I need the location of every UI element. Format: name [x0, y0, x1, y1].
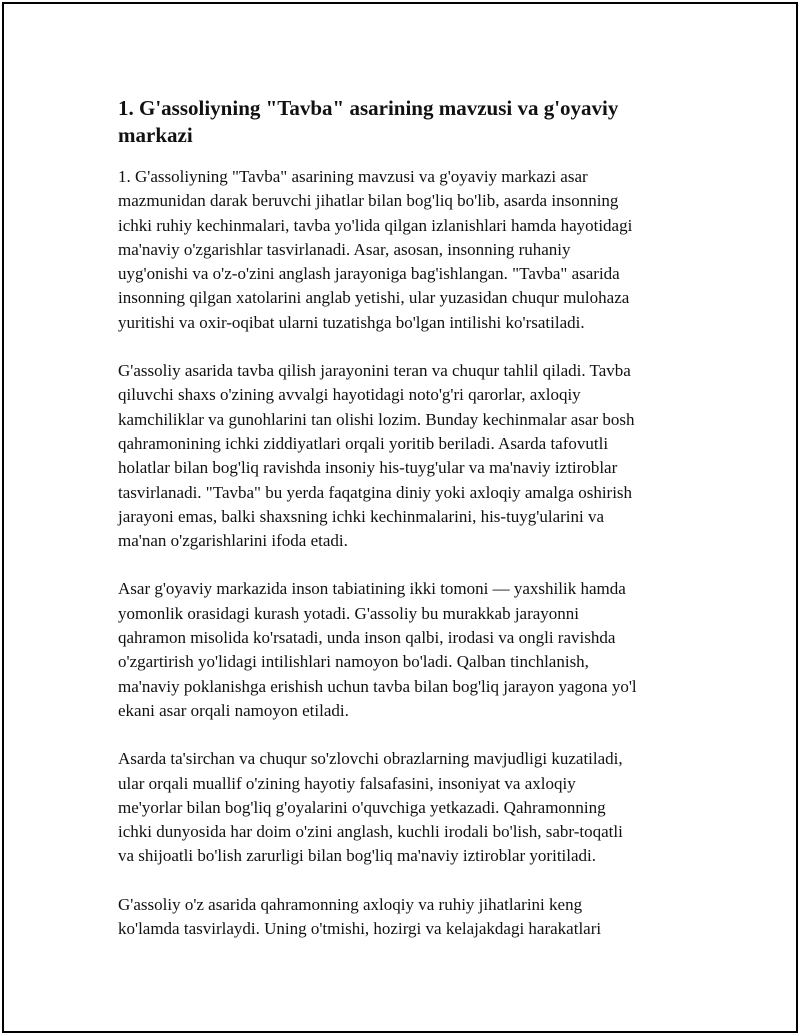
text-line: ma'nan o'zgarishlarini ifoda etadi. — [118, 531, 348, 551]
text-line: ko'lamda tasvirlaydi. Uning o'tmishi, hozirgi va kelajakdagi harakatlari — [118, 919, 602, 939]
text-line: yomonlik orasidagi kurash yotadi. G'assoliy bu murakkab jarayonni — [118, 603, 580, 623]
heading-line: markazi — [118, 123, 193, 147]
paragraph — [118, 165, 688, 335]
text-line: insonning qilgan xatolarini anglab yetishi, ular yuzasidan chuqur mulohaza — [118, 288, 630, 308]
text-line: mazmunidan darak beruvchi jihatlar bilan bog'liq bo'lib, asarda insonning — [118, 191, 619, 211]
text-line: G'assoliy asarida tavba qilish jarayonini teran va chuqur tahlil qiladi. Tavba — [118, 361, 631, 381]
text-line: ular orqali muallif o'zining hayotiy falsafasini, insoniyat va axloqiy — [118, 773, 576, 793]
section-heading — [118, 95, 688, 149]
text-line: qahramon misolida ko'rsatadi, unda inson qalbi, irodasi va ongli ravishda — [118, 628, 616, 648]
text-line: ichki ruhiy kechinmalari, tavba yo'lida qilgan izlanishlari hamda hayotidagi — [118, 215, 633, 235]
text-line: qahramonining ichki ziddiyatlari orqali yoritib beriladi. Asarda tafovutli — [118, 433, 609, 453]
paragraph — [118, 893, 688, 942]
text-line: me'yorlar bilan bog'liq g'oyalarini o'quvchiga yetkazadi. Qahramonning — [118, 797, 606, 817]
text-line: G'assoliy o'z asarida qahramonning axloqiy va ruhiy jihatlarini keng — [118, 894, 583, 914]
text-line: uyg'onishi va o'z-o'zini anglash jarayoniga bag'ishlangan. "Tavba" asarida — [118, 264, 620, 284]
text-line: ekani asar orqali namoyon etiladi. — [118, 700, 349, 720]
heading-line: 1. G'assoliyning "Tavba" asarining mavzusi va g'oyaviy — [118, 96, 619, 120]
text-line: Asar g'oyaviy markazida inson tabiatining ikki tomoni — yaxshilik hamda — [118, 579, 626, 599]
paragraph — [118, 359, 688, 553]
text-line: jarayoni emas, balki shaxsning ichki kechinmalarini, his-tuyg'ularini va — [118, 506, 605, 526]
text-line: ma'naviy poklanishga erishish uchun tavba bilan bog'liq jarayon yagona yo'l — [118, 676, 637, 696]
document-body — [118, 95, 688, 965]
text-line: kamchiliklar va gunohlarini tan olishi lozim. Bunday kechinmalar asar bosh — [118, 409, 635, 429]
text-line: va shijoatli bo'lish zarurligi bilan bog'liq ma'naviy iztiroblar yoritiladi. — [118, 846, 597, 866]
text-line: 1. G'assoliyning "Tavba" asarining mavzusi va g'oyaviy markazi asar — [118, 167, 588, 186]
text-line: ma'naviy o'zgarishlar tasvirlanadi. Asar, asosan, insonning ruhaniy — [118, 239, 571, 259]
text-line: o'zgartirish yo'lidagi intilishlari namoyon bo'ladi. Qalban tinchlanish, — [118, 652, 589, 672]
text-line: tasvirlanadi. "Tavba" bu yerda faqatgina diniy yoki axloqiy amalga oshirish — [118, 482, 633, 502]
text-line: qiluvchi shaxs o'zining avvalgi hayotidagi noto'g'ri qarorlar, axloqiy — [118, 385, 581, 405]
paragraph — [118, 747, 688, 868]
text-line: holatlar bilan bog'liq ravishda insoniy his-tuyg'ular va ma'naviy iztiroblar — [118, 458, 618, 478]
text-line: Asarda ta'sirchan va chuqur so'zlovchi obrazlarning mavjudligi kuzatiladi, — [118, 749, 623, 769]
text-line: ichki dunyosida har doim o'zini anglash, kuchli irodali bo'lish, sabr-toqatli — [118, 822, 623, 842]
paragraph — [118, 577, 688, 723]
text-line: yuritishi va oxir-oqibat ularni tuzatishga bo'lgan intilishi ko'rsatiladi. — [118, 312, 585, 332]
